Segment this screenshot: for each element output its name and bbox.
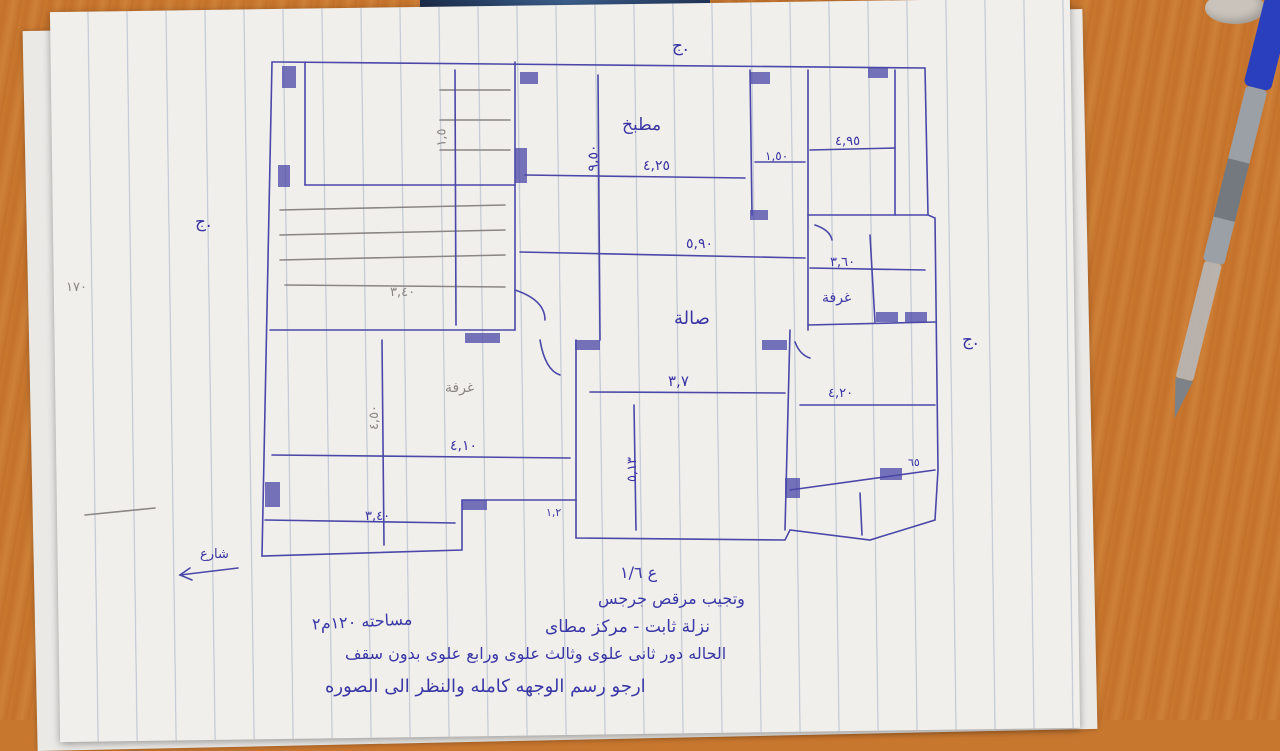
room-living-label: صالة: [674, 308, 710, 329]
dimension: ١٧٠: [66, 280, 87, 295]
dimension: ٤,٢٠: [828, 386, 854, 401]
dimension: ٤,٥٠: [367, 404, 383, 431]
north-label-left: ج.: [195, 212, 212, 232]
dimension: ٥,١٣: [625, 456, 641, 483]
dimension: ٣,٤٠: [390, 285, 416, 300]
room-bedroom-left-label: غرفة: [445, 380, 475, 396]
note-line2: نزلة ثابت - مركز مطاى: [545, 617, 710, 637]
dimension: ٦٥: [908, 456, 920, 469]
note-scale: ع ١/٦: [620, 563, 658, 582]
dimension: ١,٢: [546, 506, 562, 519]
dimension: ١,٥: [434, 128, 450, 147]
room-bedroom-right-label: غرفة: [822, 290, 852, 306]
dimension: ٥,٩٠: [686, 236, 714, 252]
dimension: ٣,٦٠: [830, 255, 856, 270]
dimension: ٩,٥٠: [585, 144, 602, 172]
note-line1: وتجيب مرقص جرجس: [598, 589, 745, 608]
dimension: ٤,٩٥: [835, 134, 861, 149]
dimension: ٣,٧: [668, 372, 689, 390]
street-label: شارع: [200, 547, 229, 562]
dimension: ٤,٢٥: [643, 158, 671, 174]
north-label-top: ج.: [672, 36, 689, 56]
dimension: ١,٥٠: [765, 149, 789, 163]
dimension: ٣,٤٠: [365, 509, 391, 524]
north-label-right: ج.: [962, 330, 979, 350]
column: [282, 66, 296, 88]
room-kitchen-label: مطبخ: [622, 115, 662, 135]
note-area: مساحته ١٢٠م٢: [311, 609, 413, 634]
note-line4: ارجو رسم الوجهه كامله والنظر الى الصوره: [325, 676, 646, 697]
note-line3: الحاله دور ثانى علوى وثالث علوى ورابع علوى بدون سقف: [345, 644, 727, 663]
dim-line-950: [598, 75, 600, 340]
dimension: ٤,١٠: [450, 438, 478, 454]
